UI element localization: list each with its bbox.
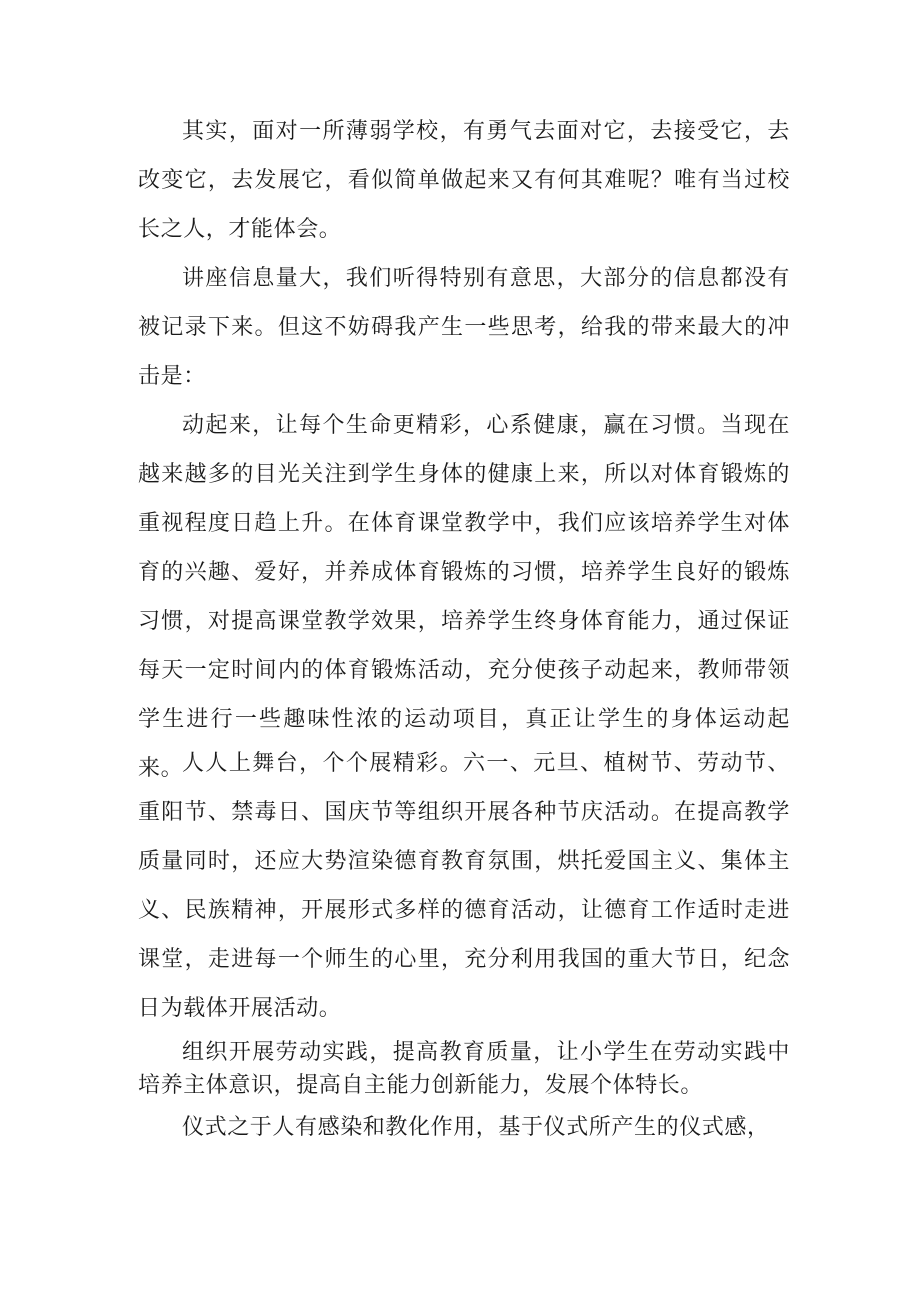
paragraph-1: 其实，面对一所薄弱学校，有勇气去面对它，去接受它，去改变它，去发展它，看似简单做起来又有何其难呢？唯有当过校长之人，才能体会。	[138, 119, 790, 242]
paragraph-3: 动起来，让每个生命更精彩，心系健康，赢在习惯。当现在越来越多的目光关注到学生身体的健康上来，所以对体育锻炼的重视程度日趋上升。在体育课堂教学中，我们应该培养学生对体育的兴趣、爱好，并养成体育锻炼的习惯，培养学生良好的锻炼习惯，对提高课堂教学效果，培养学生终身体育能力，通过保证每天一定时间内的体育锻炼活动，充分使孩子动起来，教师带领学生进行一些趣味性浓的运动项目，真正让学生的身体运动起来。	[138, 413, 790, 781]
paragraph-6: 仪式之于人有感染和教化作用，基于仪式所产生的仪式感，	[182, 1115, 770, 1140]
paragraph-4: 人人上舞台，个个展精彩。六一、元旦、植树节、劳动节、重阳节、禁毒日、国庆节等组织开展各种节庆活动。在提高教学质量同时，还应大势渲染德育教育氛围，烘托爱国主义、集体主义、民族精神，开展形式多样的德育活动，让德育工作适时走进课堂，走进每一个师生的心里，充分利用我国的重大节日，纪念日为载体开展活动。	[138, 751, 790, 1021]
paragraph-2: 讲座信息量大，我们听得特别有意思，大部分的信息都没有被记录下来。但这不妨碍我产生一些思考，给我的带来最大的冲击是：	[138, 266, 790, 389]
paragraph-5: 组织开展劳动实践，提高教育质量，让小学生在劳动实践中培养主体意识，提高自主能力创新能力，发展个体特长。	[138, 1040, 790, 1098]
